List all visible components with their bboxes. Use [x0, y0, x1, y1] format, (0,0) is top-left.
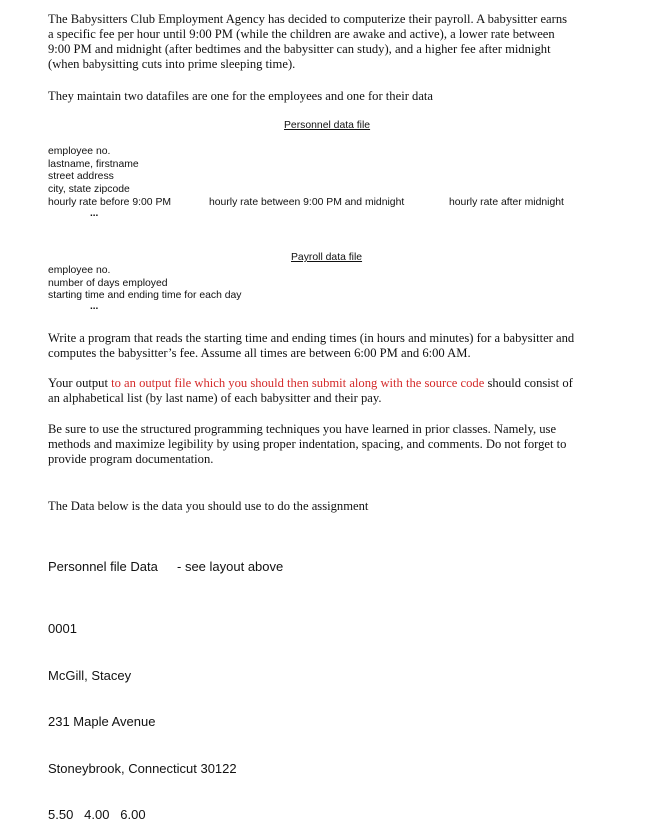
payroll-field: employee no. [48, 265, 111, 276]
intro-paragraph [48, 12, 648, 72]
personnel-data-note: - see layout above [177, 559, 284, 574]
output-highlight: to an output file which you should then submit along with the source code [111, 376, 485, 390]
record-line: 5.50 4.00 6.00 [48, 807, 146, 822]
program-paragraph [48, 331, 648, 361]
personnel-field: employee no. [48, 146, 111, 157]
record-line: 231 Maple Avenue [48, 714, 156, 729]
output-prefix: Your output [48, 376, 112, 390]
datafiles-intro: They maintain two datafiles are one for the employees and one for their data [48, 89, 434, 103]
data-below-line: The Data below is the data you should use to do the assignment [48, 499, 369, 513]
record-line: Stoneybrook, Connecticut 30122 [48, 760, 237, 776]
payroll-ellipsis: ... [90, 301, 99, 312]
rate-after: hourly rate after midnight [449, 197, 564, 208]
intro-line: 9:00 PM and midnight (after bedtimes and the babysitter can study), and a higher fee after midnight [48, 42, 551, 56]
output-line: an alphabetical list (by last name) of each babysitter and their pay. [48, 391, 382, 405]
intro-line: (when babysitting cuts into prime sleeping time). [48, 57, 296, 71]
personnel-heading: Personnel data file [284, 120, 371, 131]
payroll-field: number of days employed [48, 277, 168, 289]
program-line: Write a program that reads the starting time and ending times (in hours and minutes) for a babysitter and [48, 331, 575, 345]
output-line [48, 376, 648, 391]
structured-line: methods and maximize legibility by using proper indentation, spacing, and comments. Do not forget to [48, 437, 567, 451]
personnel-data-title: Personnel file Data [48, 559, 158, 574]
payroll-fields [48, 265, 242, 303]
personnel-field: lastname, firstname [48, 158, 139, 170]
personnel-field: city, state zipcode [48, 183, 130, 195]
structured-line: Be sure to use the structured programming techniques you have learned in prior classes. Namely, use [48, 422, 557, 436]
output-suffix: should consist of [484, 376, 573, 390]
structured-paragraph [48, 422, 648, 467]
personnel-ellipsis: ... [90, 208, 99, 219]
personnel-fields [48, 146, 139, 196]
payroll-heading: Payroll data file [291, 252, 363, 263]
intro-line: a specific fee per hour until 9:00 PM (while the children are awake and active), a lower rate between [48, 27, 555, 41]
record-line: McGill, Stacey [48, 667, 132, 683]
output-paragraph [48, 376, 648, 406]
rate-before: hourly rate before 9:00 PM [48, 197, 172, 208]
program-line: computes the babysitter’s fee. Assume all times are between 6:00 PM and 6:00 AM. [48, 346, 471, 360]
record-line: 0001 [48, 621, 77, 636]
rate-between: hourly rate between 9:00 PM and midnight [209, 197, 405, 208]
personnel-record [48, 590, 237, 838]
personnel-field: street address [48, 171, 114, 183]
payroll-field: starting time and ending time for each day [48, 290, 242, 302]
intro-line: The Babysitters Club Employment Agency has decided to computerize their payroll. A babysitter earns [48, 12, 568, 26]
structured-line: provide program documentation. [48, 452, 214, 466]
